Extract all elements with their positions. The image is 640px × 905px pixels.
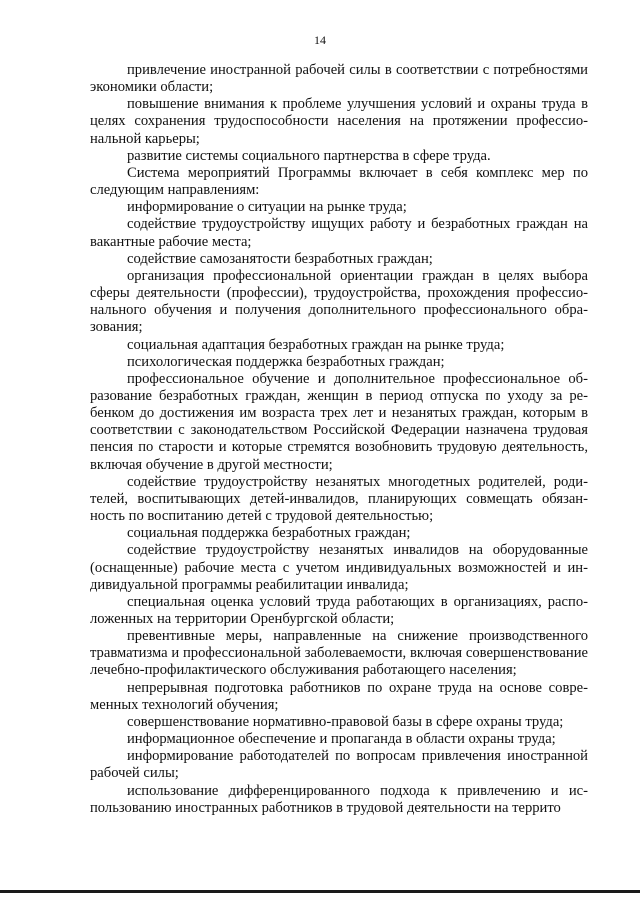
page-number: 14 bbox=[314, 33, 326, 47]
paragraph: содействие трудоустройству незанятых многодетных родителей, родителей, воспитывающих детей-инвалидов, планирующих совмещать обязанность по воспитанию детей с трудовой деятельностью; bbox=[90, 473, 588, 525]
paragraph: непрерывная подготовка работников по охране труда на основе современных технологий обучения; bbox=[90, 679, 588, 713]
bottom-border-line bbox=[0, 890, 640, 893]
paragraph: использование дифференцированного подхода к привлечению и использованию иностранных работников в трудовой деятельности на террито bbox=[90, 782, 588, 816]
paragraph: Система мероприятий Программы включает в себя комплекс мер по следующим направлениям: bbox=[90, 164, 588, 199]
paragraph: повышение внимания к проблеме улучшения условий и охраны труда в целях сохранения трудоспособности населения на протяжении профессиональной карьеры; bbox=[90, 96, 588, 147]
paragraph: привлечение иностранной рабочей силы в соответствии с потребностями экономики области; bbox=[90, 62, 588, 96]
paragraph: информирование о ситуации на рынке труда; bbox=[127, 199, 407, 216]
paragraph: специальная оценка условий труда работающих в организациях, расположенных на территории Оренбургской области; bbox=[90, 593, 588, 627]
paragraph: превентивные меры, направленные на снижение производственного травматизма и профессиональной заболеваемости, включая совершенствование лечебно-профилактического обслуживания работающего населения; bbox=[90, 628, 588, 679]
paragraph: развитие системы социального партнерства в сфере труда. bbox=[127, 147, 491, 164]
paragraph: содействие трудоустройству ищущих работу и безработных граждан на вакантные рабочие места; bbox=[90, 216, 588, 250]
paragraph: социальная адаптация безработных граждан на рынке труда; bbox=[127, 336, 505, 353]
paragraph: совершенствование нормативно-правовой базы в сфере охраны труда; bbox=[127, 713, 564, 730]
paragraph: профессиональное обучение и дополнительное профессиональное образование безработных граждан, женщин в период отпуска по уходу за ребенком до достижения им возраста трех лет и незанятых граждан, которым в соответствии с законодательством Российской Федерации назначена трудовая пенсия по старости и которые стремятся возобновить трудовую деятельность, включая обучение в другой местности; bbox=[90, 370, 588, 473]
paragraph: психологическая поддержка безработных граждан; bbox=[127, 353, 445, 370]
paragraph: содействие трудоустройству незанятых инвалидов на оборудованные (оснащенные) рабочие места с учетом индивидуальных возможностей и индивидуальной программы реабилитации инвалида; bbox=[90, 542, 588, 593]
paragraph: социальная поддержка безработных граждан; bbox=[127, 525, 411, 542]
paragraph: информационное обеспечение и пропаганда в области охраны труда; bbox=[127, 731, 556, 748]
document-body bbox=[90, 62, 588, 817]
paragraph: информирование работодателей по вопросам привлечения иностранной рабочей силы; bbox=[90, 748, 588, 782]
paragraph: организация профессиональной ориентации граждан в целях выбора сферы деятельности (профессии), трудоустройства, прохождения профессионального обучения и получения дополнительного профессионального образования; bbox=[90, 267, 588, 336]
paragraph: содействие самозанятости безработных граждан; bbox=[127, 250, 433, 267]
